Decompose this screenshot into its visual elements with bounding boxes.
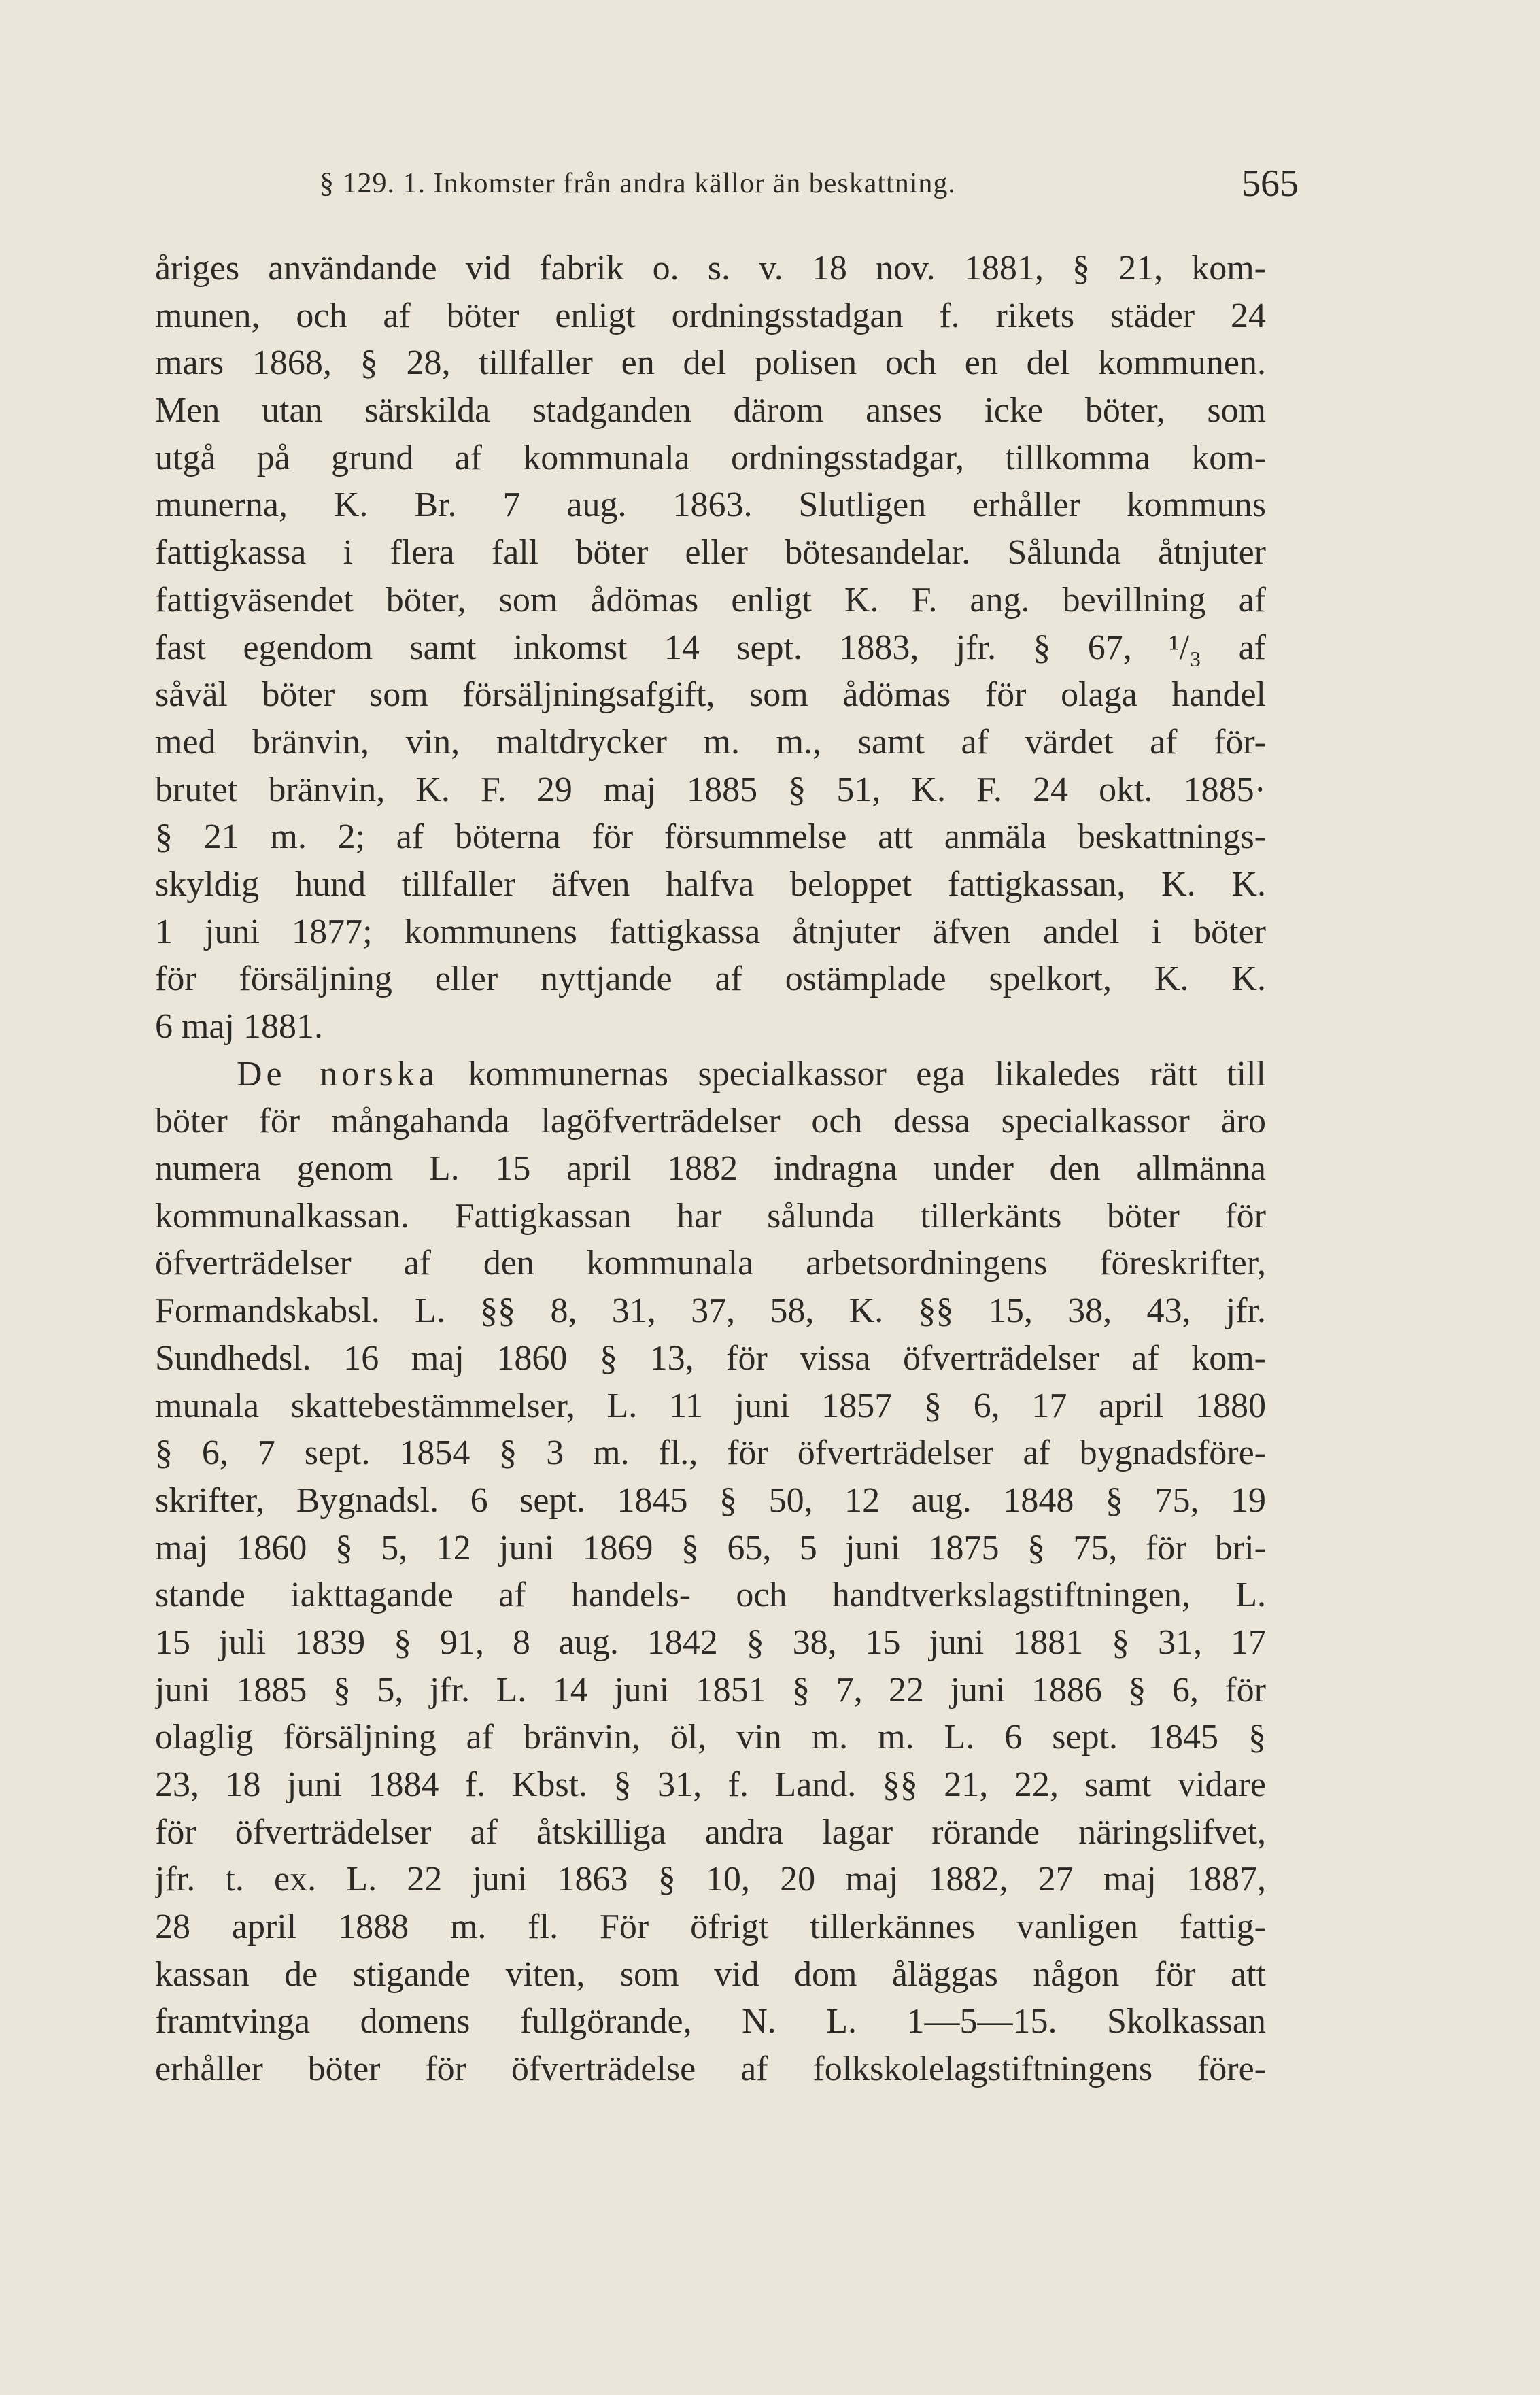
text-line: såväl böter som försäljningsafgift, som ådömas för olaga handel (155, 675, 1266, 715)
text-line: kommunalkassan. Fattigkassan har sålunda tillerkänts böter för (155, 1196, 1266, 1236)
text-line: Men utan särskilda stadganden därom anses icke böter, som (155, 391, 1266, 430)
text-line: munala skattebestämmelser, L. 11 juni 1857 § 6, 17 april 1880 (155, 1386, 1266, 1425)
text-line: jfr. t. ex. L. 22 juni 1863 § 10, 20 maj 1882, 27 maj 1887, (155, 1860, 1266, 1899)
text-line: mars 1868, § 28, tillfaller en del polisen och en del kommunen. (155, 343, 1266, 383)
text-line: numera genom L. 15 april 1882 indragna under den allmänna (155, 1149, 1266, 1189)
body-text (155, 245, 1266, 2093)
text-line: fast egendom samt inkomst 14 sept. 1883, jfr. § 67, ¹/₃ af (155, 628, 1266, 667)
text-line: skyldig hund tillfaller äfven halfva beloppet fattigkassan, K. K. (155, 864, 1266, 904)
text-line: för öfverträdelser af åtskilliga andra lagar rörande näringslifvet, (155, 1812, 1266, 1852)
spaced-lead: De norska (237, 1054, 439, 1093)
text-line: utgå på grund af kommunala ordningsstadgar, tillkomma kom- (155, 438, 1266, 477)
first-line-rest: kommunernas specialkassor ega likaledes rätt till (468, 1054, 1266, 1093)
text-line: olaglig försäljning af bränvin, öl, vin m. m. L. 6 sept. 1845 § (155, 1718, 1266, 1757)
text-line: framtvinga domens fullgörande, N. L. 1—5—15. Skolkassan (155, 2002, 1266, 2041)
text-line: öfverträdelser af den kommunala arbetsordningens föreskrifter, (155, 1244, 1266, 1283)
text-line: 15 juli 1839 § 91, 8 aug. 1842 § 38, 15 juni 1881 § 31, 17 (155, 1623, 1266, 1662)
text-line-first (155, 1051, 1266, 1098)
text-line: för försäljning eller nyttjande af ostämplade spelkort, K. K. (155, 959, 1266, 999)
page-header (320, 162, 1299, 216)
text-line: skrifter, Bygnadsl. 6 sept. 1845 § 50, 12 aug. 1848 § 75, 19 (155, 1480, 1266, 1520)
text-line: munerna, K. Br. 7 aug. 1863. Slutligen erhåller kommuns (155, 486, 1266, 525)
text-line: munen, och af böter enligt ordningsstadgan f. rikets städer 24 (155, 296, 1266, 335)
text-line: maj 1860 § 5, 12 juni 1869 § 65, 5 juni 1875 § 75, för bri- (155, 1528, 1266, 1567)
text-line: 28 april 1888 m. fl. För öfrigt tillerkännes vanligen fattig- (155, 1907, 1266, 1947)
text-line: kassan de stigande viten, som vid dom åläggas någon för att (155, 1954, 1266, 1994)
text-line: juni 1885 § 5, jfr. L. 14 juni 1851 § 7, 22 juni 1886 § 6, för (155, 1670, 1266, 1710)
text-line: fattigkassa i flera fall böter eller bötesandelar. Sålunda åtnjuter (155, 533, 1266, 573)
text-line: 1 juni 1877; kommunens fattigkassa åtnjuter äfven andel i böter (155, 912, 1266, 951)
text-line: 6 maj 1881. (155, 1007, 323, 1046)
text-line: Formandskabsl. L. §§ 8, 31, 37, 58, K. §§ 15, 38, 43, jfr. (155, 1291, 1266, 1331)
text-line: § 6, 7 sept. 1854 § 3 m. fl., för öfverträdelser af bygnadsföre- (155, 1433, 1266, 1473)
text-line: fattigväsendet böter, som ådömas enligt K. F. ang. bevillning af (155, 580, 1266, 619)
paragraph-1 (155, 245, 1266, 1051)
text-line: Sundhedsl. 16 maj 1860 § 13, för vissa öfverträdelser af kom- (155, 1338, 1266, 1378)
text-line: med bränvin, vin, maltdrycker m. m., samt af värdet af för- (155, 722, 1266, 762)
paragraph-2 (155, 1051, 1266, 2093)
text-line: åriges användande vid fabrik o. s. v. 18 nov. 1881, § 21, kom- (155, 249, 1266, 288)
text-line: 23, 18 juni 1884 f. Kbst. § 31, f. Land. §§ 21, 22, samt vidare (155, 1765, 1266, 1804)
running-head: § 129. 1. Inkomster från andra källor än beskattning. (320, 168, 956, 199)
text-line: erhåller böter för öfverträdelse af folkskolelagstiftningens före- (155, 2050, 1266, 2089)
text-line: § 21 m. 2; af böterna för försummelse att anmäla beskattnings- (155, 817, 1266, 857)
page-number: 565 (1242, 163, 1299, 205)
text-line: stande iakttagande af handels- och handtverkslagstiftningen, L. (155, 1576, 1266, 1615)
text-line: böter för mångahanda lagöfverträdelser och dessa specialkassor äro (155, 1102, 1266, 1141)
text-line: brutet bränvin, K. F. 29 maj 1885 § 51, K. F. 24 okt. 1885· (155, 770, 1266, 809)
